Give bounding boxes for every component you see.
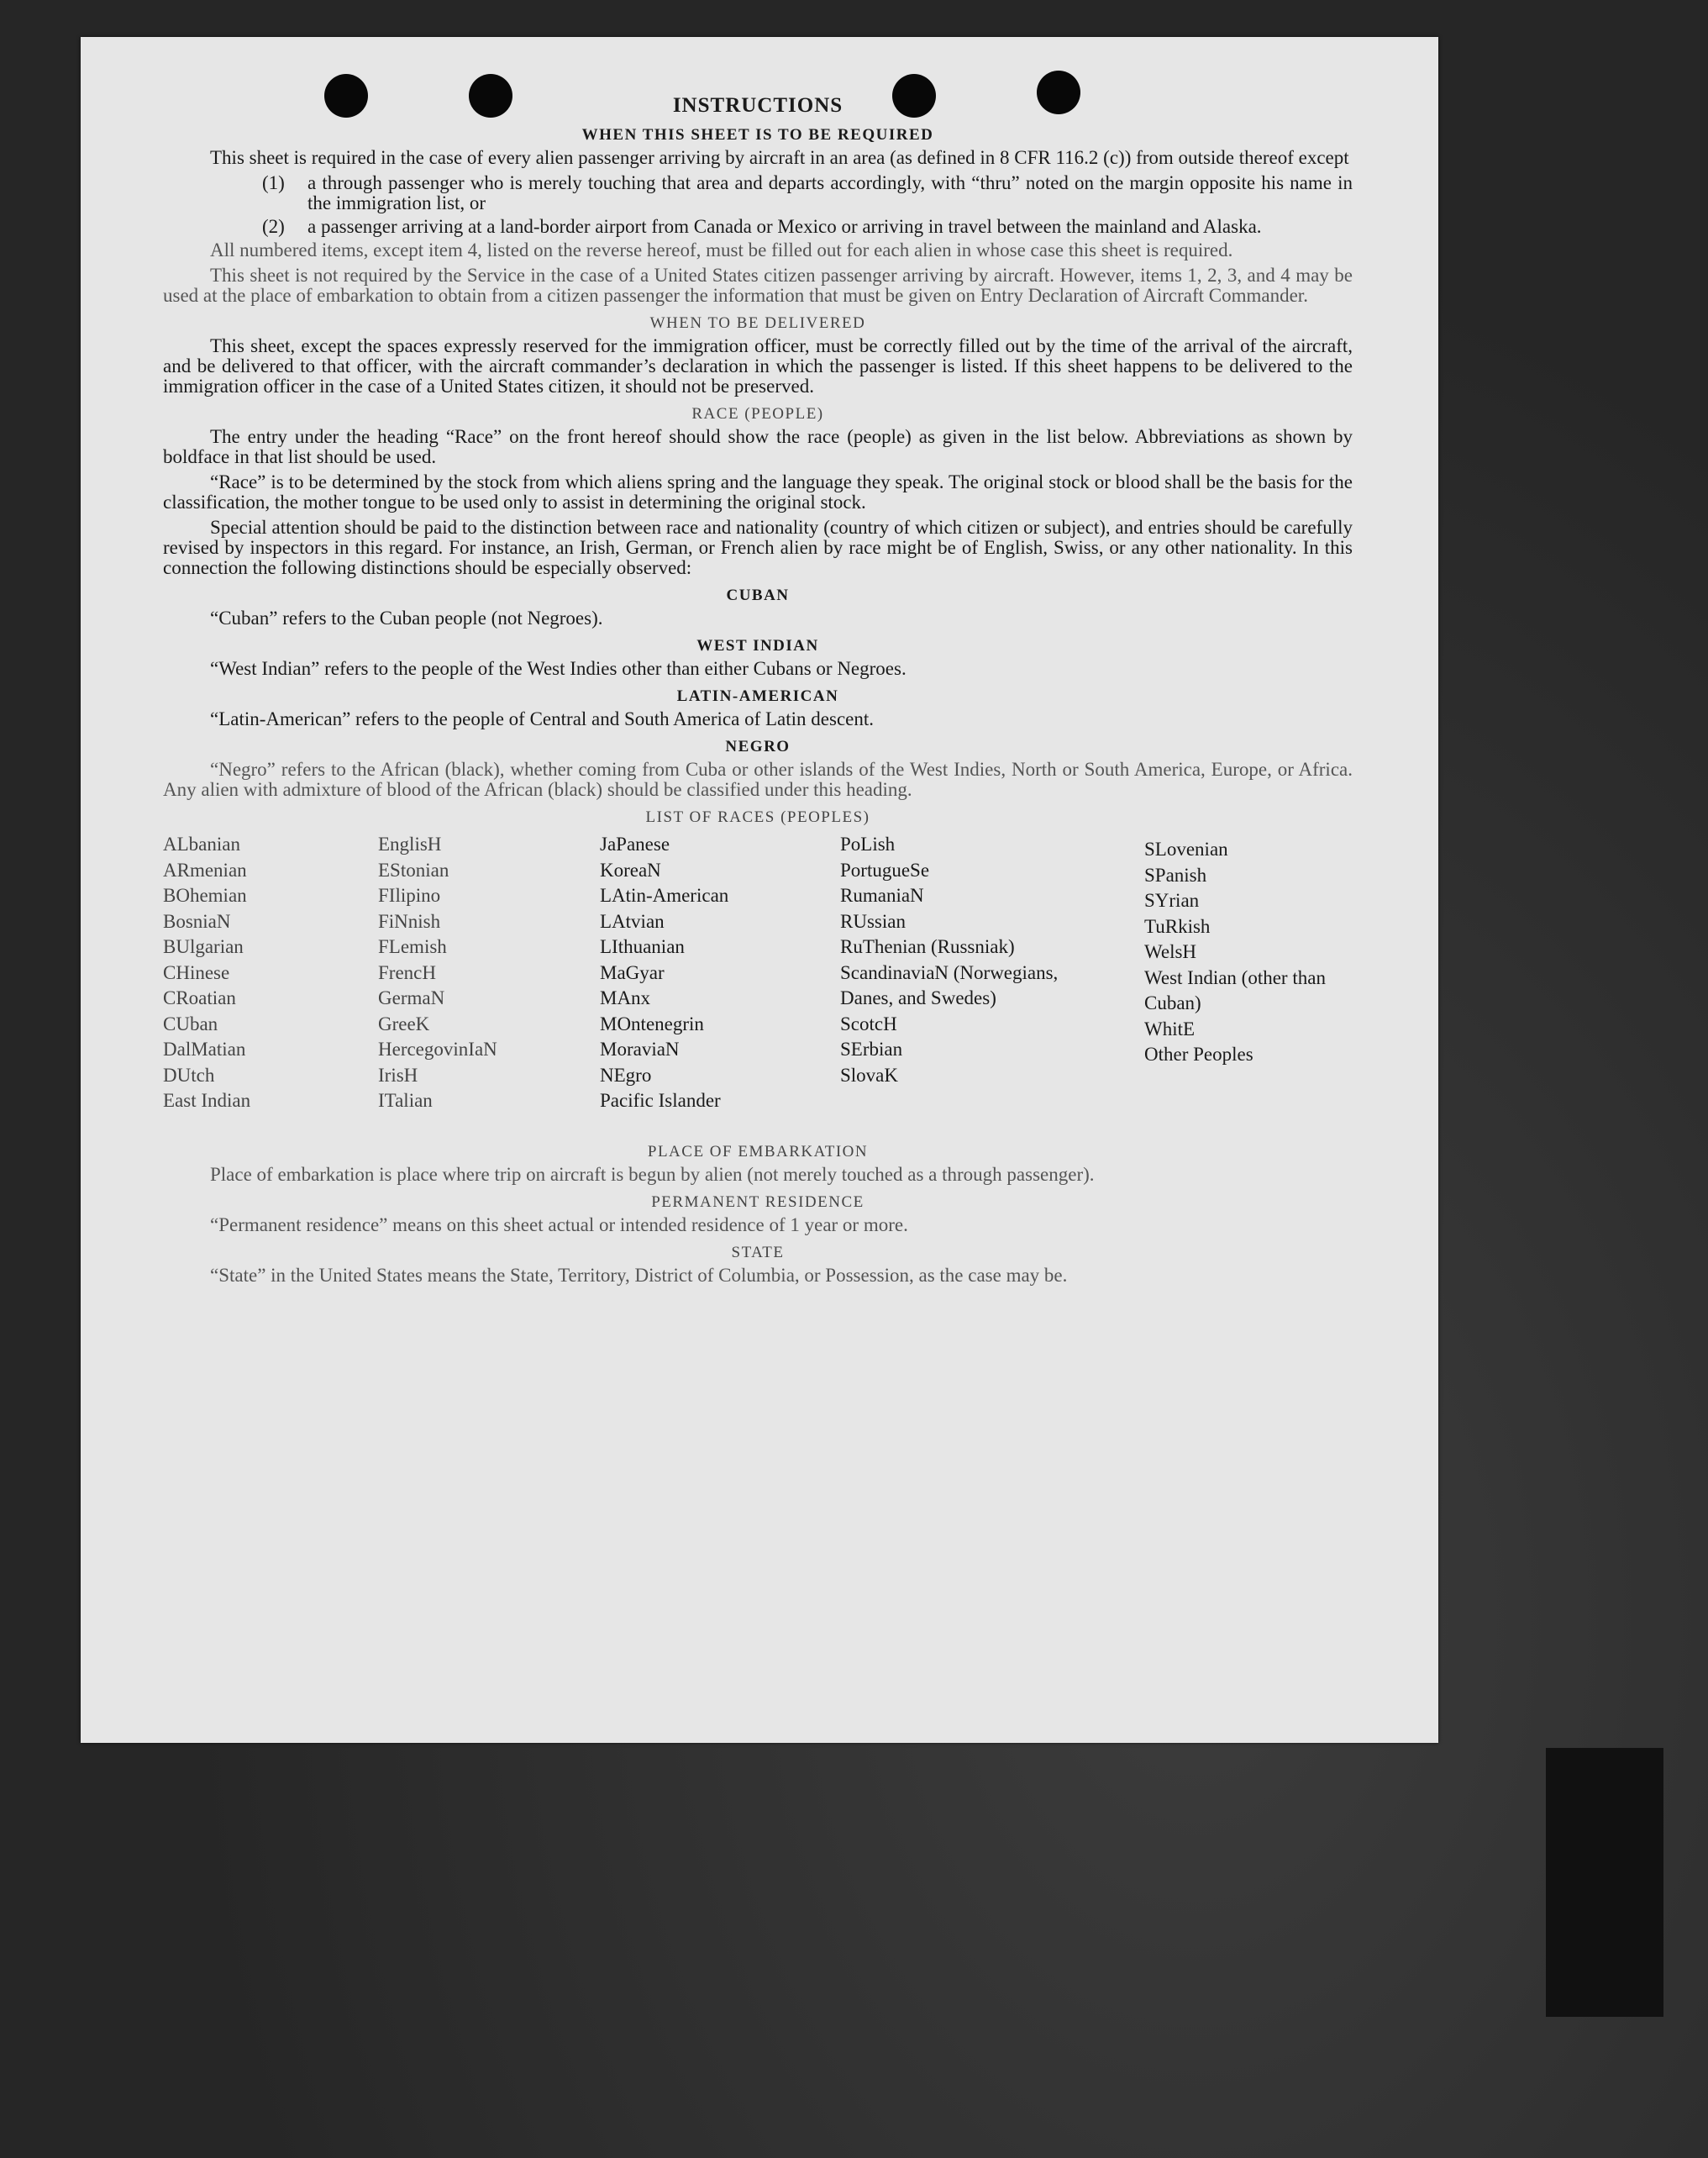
race-entry: SErbian [840, 1039, 903, 1060]
race-entry: BUlgarian [163, 936, 244, 957]
race-entry: SYrian [1144, 890, 1200, 911]
race-entry: SlovaK [840, 1064, 898, 1086]
race-entry: IrisH [378, 1064, 418, 1086]
section-heading-latin-american: LATIN-AMERICAN [676, 687, 839, 705]
races-column [378, 832, 497, 1114]
negro-text: “Negro” refers to the African (black), whether coming from Cuba or other islands of the West Indies, North or South America, Europe, or Africa. Any alien with admixture of blood of the African (black) should be classified under this heading. [163, 759, 1353, 800]
race-entry: GreeK [378, 1013, 430, 1034]
when-required-intro: This sheet is required in the case of every alien passenger arriving by aircraft in an area (as defined in 8 CFR 116.2 (c)) from outside thereof except [210, 147, 1349, 168]
race-entry: MaGyar [600, 961, 665, 983]
race-entry: WhitE [1144, 1018, 1196, 1040]
race-entry: GermaN [378, 987, 445, 1008]
race-entry: Pacific Islander [600, 1090, 721, 1111]
race-entry: ScotcH [840, 1013, 897, 1034]
when-required-para-2: All numbered items, except item 4, listed on the reverse hereof, must be filled out for each alien in whose case this sheet is required. [210, 239, 1233, 261]
race-entry: KoreaN [600, 859, 661, 881]
race-entry: SPanish [1144, 864, 1207, 886]
race-entry: ALbanian [163, 834, 240, 855]
race-entry: JaPanese [600, 834, 670, 855]
race-entry: LIthuanian [600, 936, 685, 957]
race-entry: RuThenian (Russniak) [840, 936, 1015, 957]
race-entry: LAtin-American [600, 885, 729, 906]
race-entry: CHinese [163, 961, 230, 983]
race-entry: PortugueSe [840, 859, 930, 881]
exception-item-number: (1) [262, 172, 285, 193]
race-entry: MAnx [600, 987, 651, 1008]
exception-item-text: a through passenger who is merely touching that area and departs accordingly, with “thru” noted on the margin opposite his name in the immigration list, or [307, 172, 1353, 213]
section-heading-when-delivered: WHEN TO BE DELIVERED [649, 314, 866, 332]
race-entry: TuRkish [1144, 915, 1211, 937]
races-column [1144, 837, 1363, 1068]
race-entry: NEgro [600, 1064, 652, 1086]
exception-item-number: (2) [262, 216, 285, 237]
race-entry: PoLish [840, 834, 896, 855]
race-entry: HercegovinIaN [378, 1039, 497, 1060]
race-entry: CUban [163, 1013, 218, 1034]
race-entry: West Indian (other than Cuban) [1144, 966, 1326, 1013]
when-delivered-text: This sheet, except the spaces expressly reserved for the immigration officer, must be correctly filled out by the time of the arrival of the aircraft, and be delivered to that officer, with the aircraft commander’s declaration in which the passenger is listed. If this sheet happens to be delivered to the immigration officer in the case of a United States citizen, it should not be preserved. [163, 335, 1353, 397]
document-page [81, 37, 1438, 1743]
race-entry: SLovenian [1144, 839, 1228, 860]
section-heading-state: STATE [731, 1244, 785, 1261]
race-entry: East Indian [163, 1090, 251, 1111]
place-of-embarkation-text: Place of embarkation is place where trip on aircraft is begun by alien (not merely touched as a through passenger). [210, 1164, 1095, 1185]
race-entry: DalMatian [163, 1039, 246, 1060]
race-para-2: “Race” is to be determined by the stock from which aliens spring and the language they speak. The original stock or blood shall be the basis for the classification, the mother tongue to be used only to assist in determining the original stock. [163, 471, 1353, 513]
section-heading-negro: NEGRO [725, 738, 791, 755]
section-heading-place-of-embarkation: PLACE OF EMBARKATION [647, 1143, 869, 1161]
exception-item [262, 217, 1353, 237]
exception-item-text: a passenger arriving at a land-border airport from Canada or Mexico or arriving in travel between the mainland and Alaska. [307, 216, 1262, 237]
scan-edge-shadow [1546, 1748, 1663, 2017]
race-entry: EStonian [378, 859, 449, 881]
races-column [600, 832, 728, 1114]
section-heading-permanent-residence: PERMANENT RESIDENCE [651, 1193, 865, 1211]
races-list [163, 832, 1353, 1134]
document-content [163, 94, 1353, 1291]
section-heading-when-required: WHEN THIS SHEET IS TO BE REQUIRED [581, 126, 934, 144]
race-para-3: Special attention should be paid to the distinction between race and nationality (country of which citizen or subject), and entries should be carefully revised by inspectors in this regard. For instance, an Irish, German, or French alien by race might be of English, Swiss, or any other nationality. In this connection the following distinctions should be especially observed: [163, 517, 1353, 578]
race-entry: RUssian [840, 910, 906, 932]
race-entry: CRoatian [163, 987, 236, 1008]
race-entry: DUtch [163, 1064, 215, 1086]
race-entry: MoraviaN [600, 1039, 680, 1060]
exception-item [262, 173, 1353, 213]
race-entry: FLemish [378, 936, 447, 957]
cuban-text: “Cuban” refers to the Cuban people (not Negroes). [210, 608, 603, 629]
race-entry: WelsH [1144, 941, 1197, 962]
when-required-para-3: This sheet is not required by the Service in the case of a United States citizen passenger arriving by aircraft. However, items 1, 2, 3, and 4 may be used at the place of embarkation to obtain from a citizen passenger the information that must be given on Entry Declaration of Aircraft Commander. [163, 265, 1353, 306]
section-heading-race: RACE (PEOPLE) [691, 405, 824, 423]
state-text: “State” in the United States means the State, Territory, District of Columbia, or Possession, as the case may be. [210, 1265, 1068, 1286]
race-entry: Other Peoples [1144, 1044, 1253, 1065]
document-title: INSTRUCTIONS [672, 94, 843, 117]
race-entry: FiNnish [378, 910, 441, 932]
race-entry: ITalian [378, 1090, 433, 1111]
race-entry: BOhemian [163, 885, 247, 906]
race-entry: FIlipino [378, 885, 441, 906]
race-entry: ScandinaviaN (Norwegians, Danes, and Swedes) [840, 961, 1059, 1008]
section-heading-west-indian: WEST INDIAN [696, 637, 819, 655]
races-column [840, 832, 1084, 1088]
race-entry: BosniaN [163, 910, 231, 932]
section-heading-list-of-races: LIST OF RACES (PEOPLES) [645, 808, 870, 826]
race-entry: ARmenian [163, 859, 247, 881]
west-indian-text: “West Indian” refers to the people of the West Indies other than either Cubans or Negroes. [210, 658, 907, 679]
race-entry: MOntenegrin [600, 1013, 704, 1034]
race-entry: RumaniaN [840, 885, 924, 906]
race-entry: LAtvian [600, 910, 665, 932]
latin-american-text: “Latin-American” refers to the people of Central and South America of Latin descent. [210, 708, 874, 729]
race-entry: FrencH [378, 961, 436, 983]
permanent-residence-text: “Permanent residence” means on this sheet actual or intended residence of 1 year or more. [210, 1214, 908, 1235]
section-heading-cuban: CUBAN [726, 587, 790, 604]
race-para-1: The entry under the heading “Race” on the front hereof should show the race (people) as given in the list below. Abbreviations as shown by boldface in that list should be used. [163, 426, 1353, 467]
race-entry: EnglisH [378, 834, 442, 855]
races-column [163, 832, 250, 1114]
